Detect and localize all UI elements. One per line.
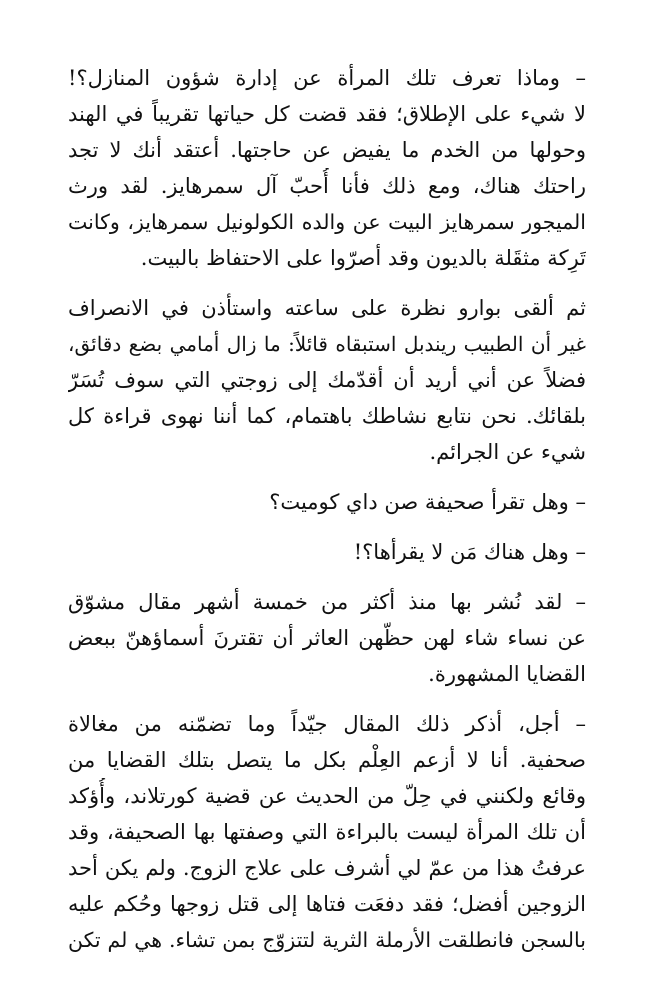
- text-line: غير أن الطبيب ريندبل استبقاه قائلاً: ما زال أمامي بضع دقائق،: [68, 332, 586, 356]
- text-line: القضايا المشهورة.: [428, 662, 586, 686]
- text-line: شيء عن الجرائم.: [429, 440, 586, 464]
- paragraph-6: [68, 706, 586, 958]
- paragraph-1: [68, 60, 586, 276]
- text-line: راحتك هناك، ومع ذلك فأنا أُحبّ آل سمرهايز. لقد ورث: [68, 174, 586, 198]
- text-line: ثم ألقى بوارو نظرة على ساعته واستأذن في الانصراف: [68, 296, 586, 320]
- text-line: الميجور سمرهايز البيت عن والده الكولونيل سمرهايز، وكانت: [68, 210, 586, 234]
- text-line: – وهل تقرأ صحيفة صن داي كوميت؟: [269, 490, 586, 514]
- text-line: فضلاً عن أني أريد أن أقدّمك إلى زوجتي التي سوف تُسَرّ: [68, 368, 586, 392]
- text-line: – وهل هناك مَن لا يقرأها؟!: [353, 540, 586, 564]
- text-line: بلقائك. نحن نتابع نشاطك باهتمام، كما أننا نهوى قراءة كل: [68, 404, 586, 428]
- paragraph-4: [68, 534, 586, 570]
- text-line: عن نساء شاء لهن حظّهن العاثر أن تقترنَ أسماؤهنّ ببعض: [68, 626, 586, 650]
- text-line: – وماذا تعرف تلك المرأة عن إدارة شؤون المنازل؟!: [68, 66, 586, 90]
- text-line: تَرِكة مثقَلة بالديون وقد أصرّوا على الاحتفاظ بالبيت.: [140, 246, 586, 270]
- paragraph-3: [68, 484, 586, 520]
- text-line: وقائع ولكنني في حِلّ من الحديث عن قضية كورتلاند، وأُؤكد: [68, 784, 586, 808]
- paragraph-5: [68, 584, 586, 692]
- text-line: بالسجن فانطلقت الأرملة الثرية لتتزوّج بمن تشاء. هي لم تكن: [68, 928, 586, 952]
- text-line: – لقد نُشر بها منذ أكثر من خمسة أشهر مقال مشوّق: [68, 590, 586, 614]
- text-line: لا شيء على الإطلاق؛ فقد قضت كل حياتها تقريباً في الهند: [68, 102, 586, 126]
- text-line: عرفتُ هذا من عمّ لي أشرف على علاج الزوج. ولم يكن أحد: [68, 856, 586, 880]
- paragraph-2: [68, 290, 586, 470]
- text-line: – أجل، أذكر ذلك المقال جيّداً وما تضمّنه من مغالاة: [68, 712, 586, 736]
- text-line: وحولها من الخدم ما يفيض عن حاجتها. أعتقد أنك لا تجد: [68, 138, 586, 162]
- text-line: صحفية. أنا لا أزعم العِلْم بكل ما يتصل بتلك القضايا من: [68, 748, 586, 772]
- text-line: أن تلك المرأة ليست بالبراءة التي وصفتها بها الصحيفة، وقد: [68, 820, 586, 844]
- text-line: الزوجين أفضل؛ فقد دفعَت فتاها إلى قتل زوجها وحُكم عليه: [68, 892, 586, 916]
